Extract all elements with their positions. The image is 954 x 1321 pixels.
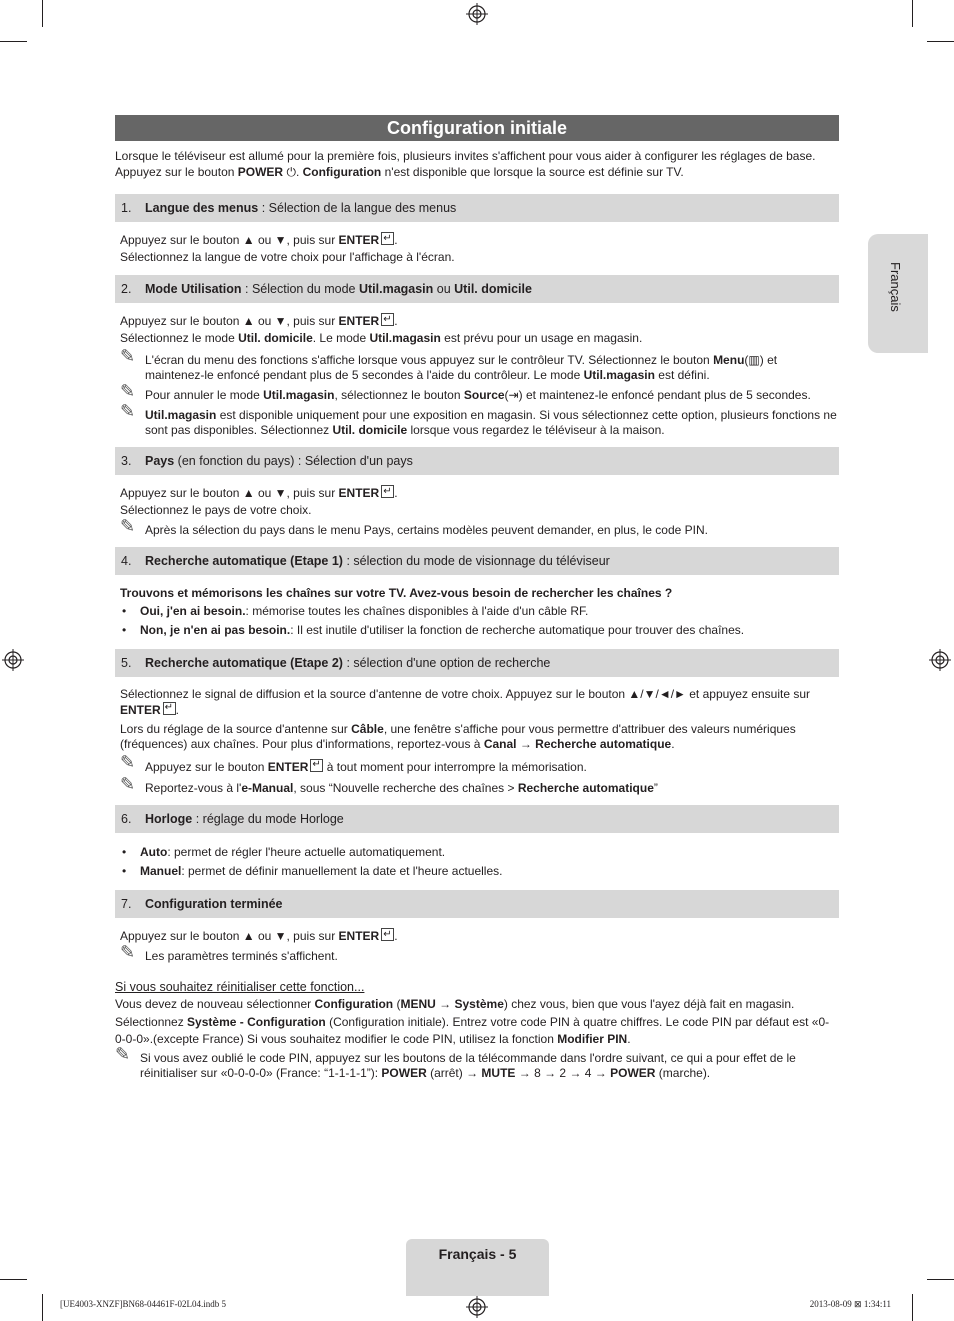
list-item: • Manuel: permet de définir manuellement la date et l'heure actuelles. [120, 862, 839, 881]
registration-mark-icon [466, 3, 488, 25]
enter-icon [381, 232, 394, 245]
menu-icon: ▥ [748, 353, 760, 367]
language-side-tab [868, 234, 928, 353]
list-item: • Oui, j'en ai besoin.: mémorise toutes les chaînes disponibles à l'aide d'un câble RF. [120, 602, 839, 621]
section-body-1: Appuyez sur le bouton ▲ ou ▼, puis sur ENTER↵ . Sélectionnez la langue de votre choix pour l'affichage à l'écran. [115, 222, 839, 266]
section-header-2: 2. Mode Utilisation : Sélection du mode Util.magasin ou Util. domicile [115, 275, 839, 303]
crop-mark [912, 0, 913, 27]
reset-paragraph: Vous devez de nouveau sélectionner Configuration (MENU → Système) chez vous, bien que vous l'ayez déjà fait en magasin. Sélectionnez Système - Configuration (Configuration initiale). Entrez votre code PIN à quatre chiffres. Le code PIN par défaut est «0-0-0-0».(excepte France) Si vous souhaitez modifier le code PIN, utilisez la fonction Modifier PIN. ✎ Si vous avez oublié le code PIN, appuyez sur les boutons de la télécommande dans l'ordre suivant, ce qui a pour effet de le réinitialiser sur «0-0-0-0» (France: “1-1-1-1”): POWER (arrêt) → MUTE → 8 → 2 → 4 → POWER (marche). [115, 996, 839, 1081]
pencil-note-icon: ✎ [120, 516, 136, 536]
note: ✎ Les paramètres terminés s'affichent. [120, 942, 338, 963]
intro-paragraph: Lorsque le téléviseur est allumé pour la première fois, plusieurs invites s'affichent pour vous aider à configurer les réglages de base. Appuyez sur le bouton POWER ⏻. Configuration n'est disponible que lorsque la source est définie sur TV. [115, 149, 816, 179]
date-slug: 2013-08-09 ⊠ 1:34:11 [809, 1299, 891, 1309]
source-icon: ⇥ [508, 388, 519, 402]
crop-mark [42, 0, 43, 27]
pencil-note-icon: ✎ [120, 401, 136, 421]
registration-mark-icon [466, 1296, 488, 1318]
page-number: Français - 5 [438, 1246, 517, 1262]
pencil-note-icon: ✎ [120, 942, 136, 962]
file-slug: [UE4003-XNZF]BN68-04461F-02L04.indb 5 [60, 1299, 226, 1309]
note: ✎ Après la sélection du pays dans le menu Pays, certains modèles peuvent demander, en plus, le code PIN. [120, 516, 708, 537]
section-header-7: 7. Configuration terminée [115, 890, 839, 918]
list-item: • Non, je n'en ai pas besoin.: Il est inutile d'utiliser la fonction de recherche automatique pour trouver des chaînes. [120, 621, 839, 640]
reset-heading: Si vous souhaitez réinitialiser cette fonction... [115, 980, 365, 994]
section-body-3: Appuyez sur le bouton ▲ ou ▼, puis sur ENTER↵ . Sélectionnez le pays de votre choix. ✎ Après la sélection du pays dans le menu Pays, certains modèles peuvent demander, en plus, le code PIN. [115, 475, 839, 538]
pencil-note-icon: ✎ [115, 1043, 131, 1064]
pencil-note-icon: ✎ [120, 381, 136, 401]
section-body-6 [115, 833, 839, 881]
crop-mark [42, 1294, 43, 1321]
registration-mark-icon [2, 649, 24, 671]
pencil-note-icon: ✎ [120, 346, 136, 366]
note: ✎ Si vous avez oublié le code PIN, appuyez sur les boutons de la télécommande dans l'ordre suivant, ce qui a pour effet de le réinitialiser sur «0-0-0-0» (France: “1-1-1-1”): POWER (arrêt) → MUTE → 8 → 2 → 4 → POWER (marche). [115, 1043, 796, 1080]
section-header-4: 4. Recherche automatique (Etape 1) : sélection du mode de visionnage du téléviseur [115, 547, 839, 575]
crop-mark [0, 41, 27, 42]
enter-icon [163, 702, 176, 715]
registration-mark-icon [929, 649, 951, 671]
section-body-4: Trouvons et mémorisons les chaînes sur votre TV. Avez-vous besoin de rechercher les chaînes ? • Oui, j'en ai besoin.: mémorise toutes les chaînes disponibles à l'aide d'un câble RF. • Non, je n'en ai pas besoin.: Il est inutile d'utiliser la fonction de recherche automatique pour trouver des chaînes. [115, 575, 839, 640]
enter-icon [381, 313, 394, 326]
page-number-tab [406, 1239, 549, 1296]
section-header-1: 1. Langue des menus : Sélection de la langue des menus [115, 194, 839, 222]
section-body-7: Appuyez sur le bouton ▲ ou ▼, puis sur ENTER↵ . ✎ Les paramètres terminés s'affichent. [115, 918, 839, 964]
power-icon: ⏻ [286, 165, 296, 179]
note: ✎ L'écran du menu des fonctions s'affiche lorsque vous appuyez sur le contrôleur TV. Sélectionnez le bouton Menu(▥) et maintenez-le enfoncé pendant plus de 5 secondes à l'aide du contrôleur. Le mode Util.magasin est défini. [120, 346, 778, 382]
section-body-2: Appuyez sur le bouton ▲ ou ▼, puis sur ENTER↵ . Sélectionnez le mode Util. domicile. Le mode Util.magasin est prévu pour un usage en magasin. ✎ L'écran du menu des fonctions s'affiche lorsque vous appuyez sur le contrôleur TV. Sélectionnez le bouton Menu(▥) et maintenez-le enfoncé pendant plus de 5 secondes à l'aide du contrôleur. Le mode Util.magasin est défini. ✎ Pour annuler le mode Util.magasin, sélectionnez le bouton Source(⇥) et maintenez-le enfoncé pendant plus de 5 secondes. ✎ Util.magasin est disponible uniquement pour une exposition en magasin. Si vous sélectionnez cette option, plusieurs fonctions ne sont pas disponibles. Sélectionnez Util. domicile lorsque vous regardez le téléviseur à la maison. [115, 303, 839, 438]
enter-icon [310, 759, 323, 772]
page-title: Configuration initiale [115, 115, 839, 141]
crop-mark [912, 1294, 913, 1321]
section-header-6: 6. Horloge : réglage du mode Horloge [115, 805, 839, 833]
section-body-5: Sélectionnez le signal de diffusion et la source d'antenne de votre choix. Appuyez sur le bouton ▲/▼/◄/► et appuyez ensuite sur ENTER↵ . Lors du réglage de la source d'antenne sur Câble, une fenêtre s'affiche pour vous permettre d'attribuer des valeurs numériques (fréquences) aux chaînes. Pour plus d'informations, reportez-vous à Canal → Recherche automatique. ✎ Appuyez sur le bouton ENTER↵ à tout moment pour interrompre la mémorisation. ✎ Reportez-vous à l'e-Manual, sous “Nouvelle recherche des chaînes > Recherche automatique” [115, 677, 839, 796]
note: ✎ Reportez-vous à l'e-Manual, sous “Nouvelle recherche des chaînes > Recherche automatique” [120, 774, 658, 795]
enter-icon [381, 485, 394, 498]
crop-mark [927, 41, 954, 42]
enter-icon [381, 928, 394, 941]
pencil-note-icon: ✎ [120, 752, 136, 772]
side-tab-label: Français [888, 262, 903, 312]
section-header-5: 5. Recherche automatique (Etape 2) : sélection d'une option de recherche [115, 649, 839, 677]
note: ✎ Util.magasin est disponible uniquement pour une exposition en magasin. Si vous sélectionnez cette option, plusieurs fonctions ne sont pas disponibles. Sélectionnez Util. domicile lorsque vous regardez le téléviseur à la maison. [120, 401, 837, 437]
pencil-note-icon: ✎ [120, 774, 136, 794]
crop-mark [0, 1279, 27, 1280]
list-item: • Auto: permet de régler l'heure actuelle automatiquement. [120, 843, 839, 862]
note: ✎ Pour annuler le mode Util.magasin, sélectionnez le bouton Source(⇥) et maintenez-le enfoncé pendant plus de 5 secondes. [120, 381, 811, 402]
note: ✎ Appuyez sur le bouton ENTER↵ à tout moment pour interrompre la mémorisation. [120, 759, 839, 775]
page-content [115, 115, 839, 1081]
section-header-3: 3. Pays (en fonction du pays) : Sélection d'un pays [115, 447, 839, 475]
crop-mark [927, 1279, 954, 1280]
